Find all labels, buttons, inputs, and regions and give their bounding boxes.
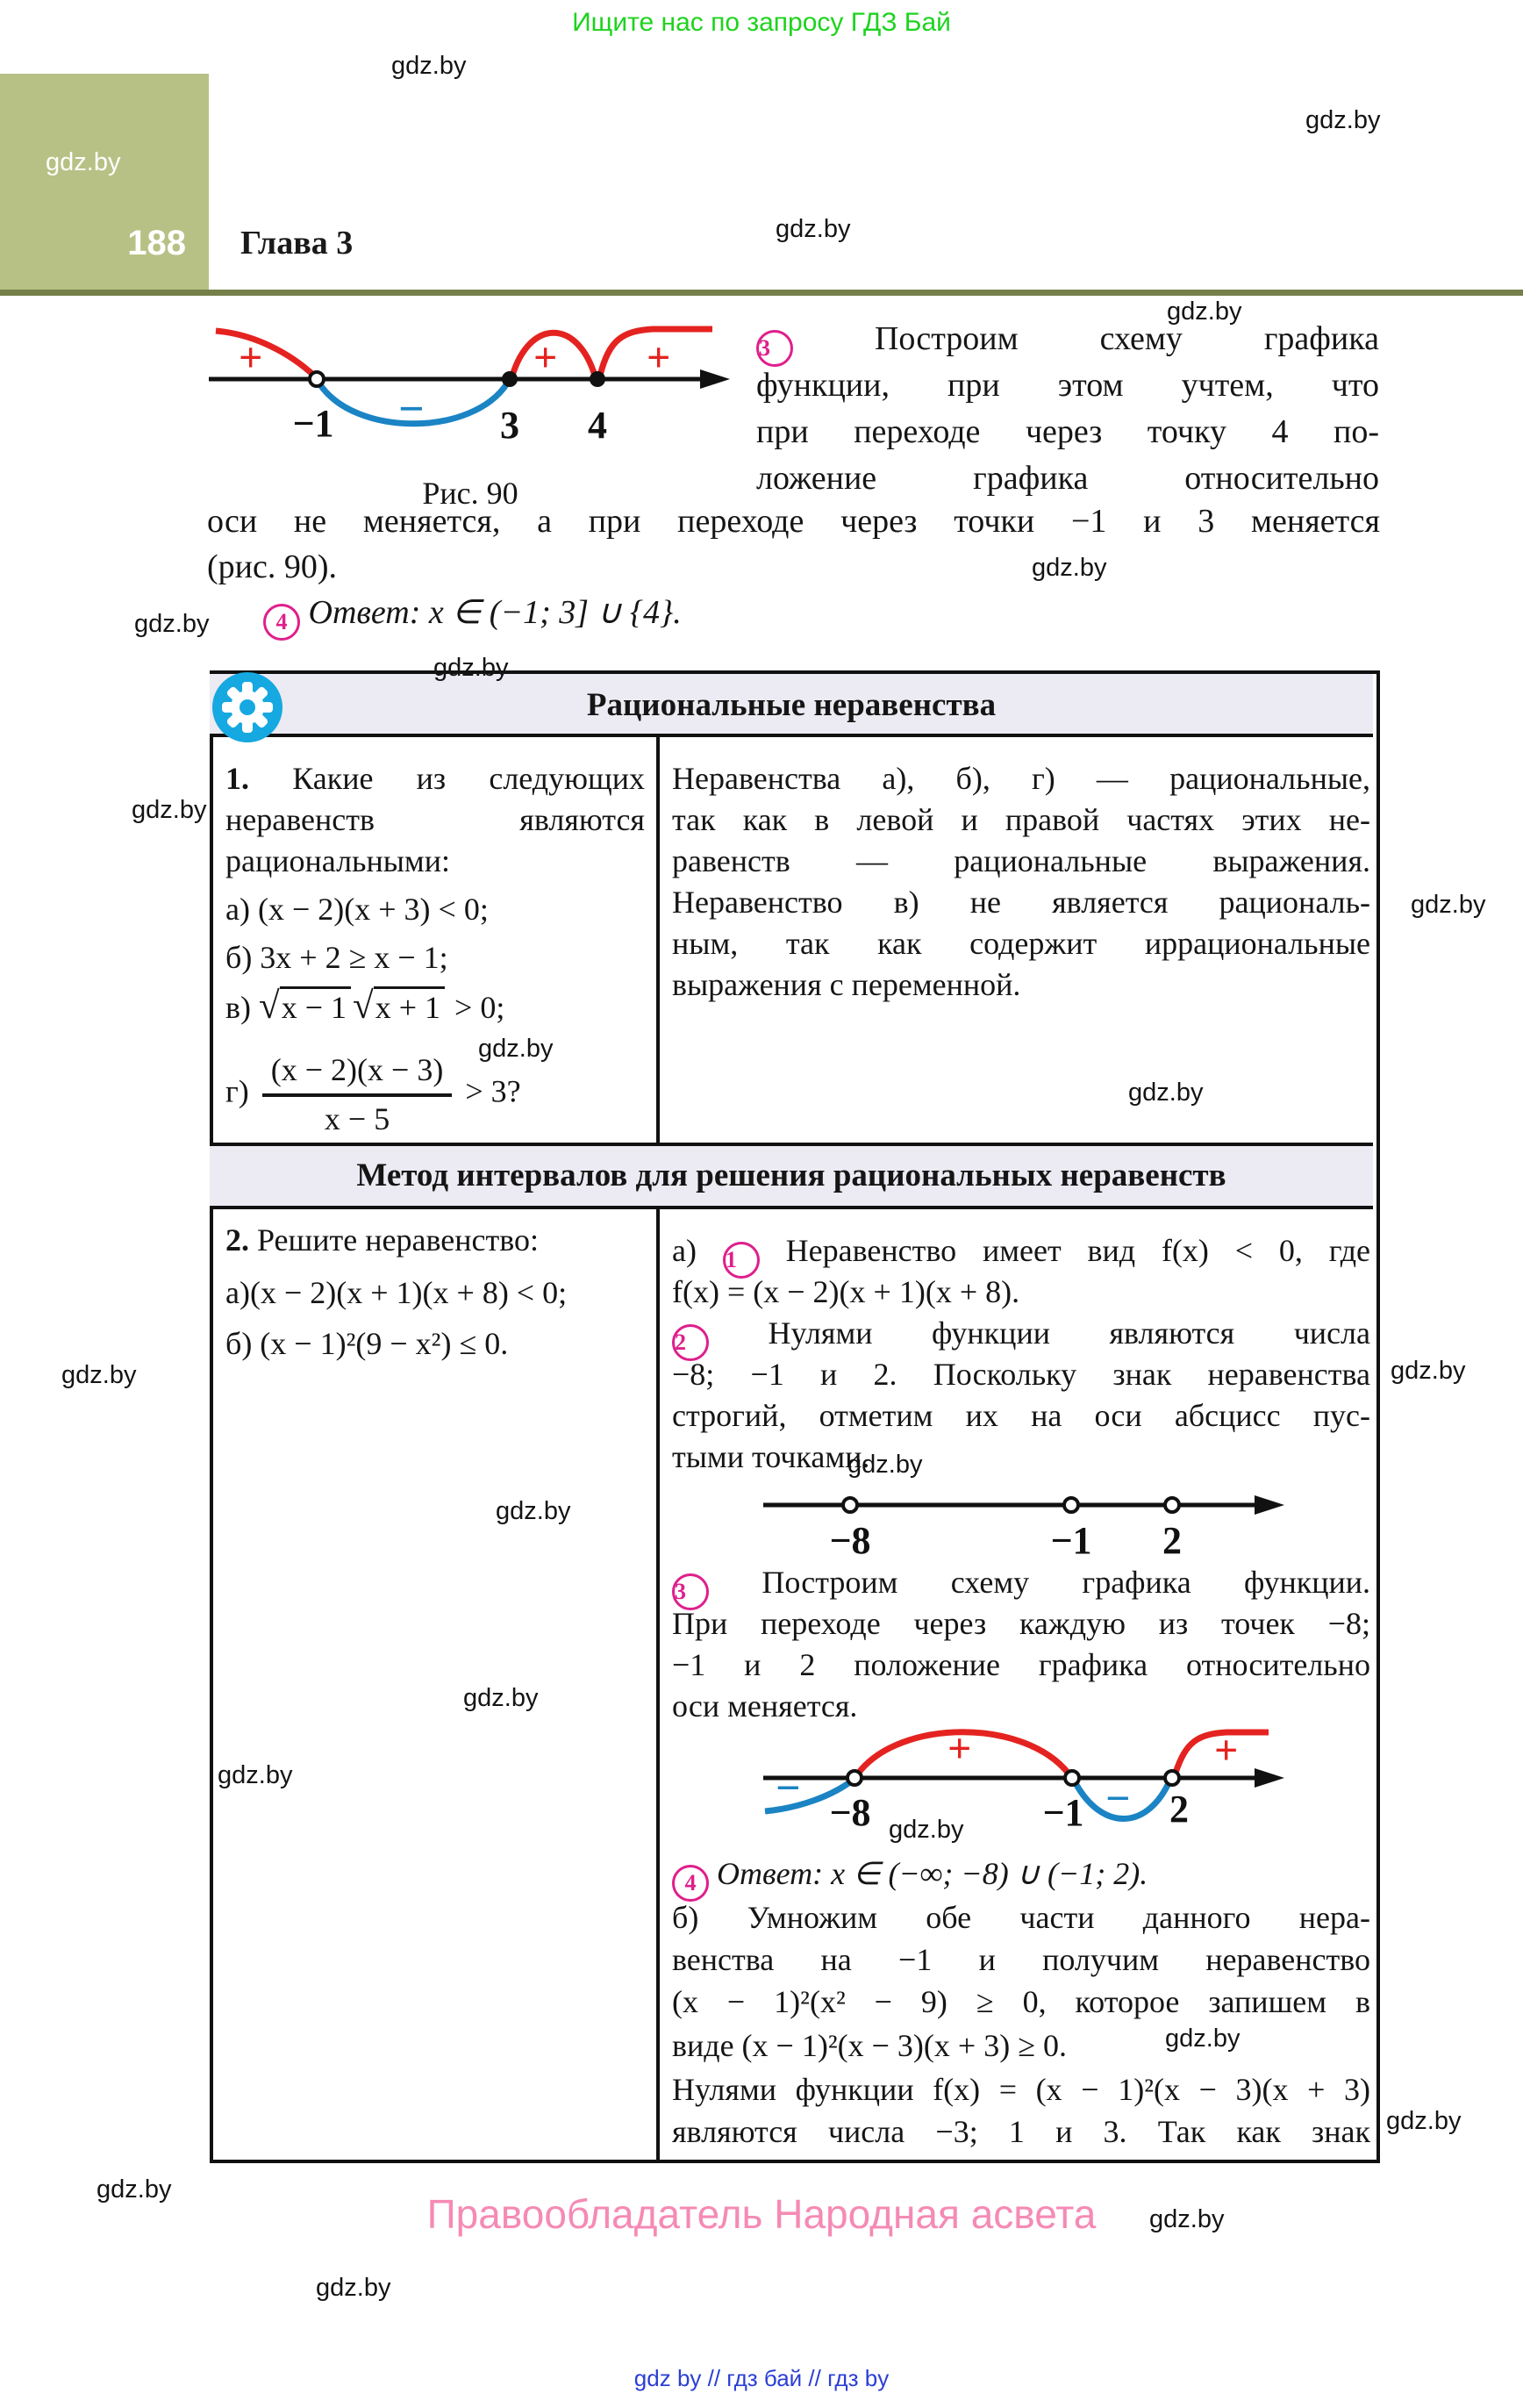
minus-sign: −: [1105, 1774, 1131, 1823]
filled-point-4: [590, 371, 605, 387]
gdz-watermark: gdz.by: [46, 148, 121, 176]
gdz-watermark: gdz.by: [496, 1497, 571, 1525]
numerator: (x − 2)(x − 3): [270, 1052, 444, 1087]
a2-partb-line: Нулями функции f(x) = (x − 1)²(x − 3)(x + 3): [672, 2072, 1370, 2107]
answer-label: Ответ:: [308, 594, 421, 631]
intro-step3-line: [756, 318, 1379, 367]
tick-label: −8: [829, 1519, 871, 1562]
gdz-watermark: gdz.by: [1128, 1079, 1204, 1107]
radical-sign: √: [353, 985, 374, 1027]
intro-step3-line: функции, при этом учтем, что: [756, 367, 1379, 404]
a2-step3-line: оси меняется.: [672, 1688, 858, 1724]
a1-line: Неравенства а), б), г) — рациональные,: [672, 761, 1370, 796]
a1-line: Неравенство в) не является рациональ-: [672, 885, 1370, 920]
open-point-m8: [847, 1771, 862, 1785]
a2-step3-line: −1 и 2 положение графика относительно: [672, 1647, 1370, 1682]
intro-step3-line: при переходе через точку 4 по-: [756, 413, 1379, 450]
footer-links[interactable]: gdz by // гдз бай // гдз by: [633, 2365, 890, 2391]
gdz-watermark: gdz.by: [1411, 891, 1486, 919]
a1-line: так как в левой и правой частях этих не-: [672, 802, 1370, 837]
q1-item-v: [225, 986, 504, 1028]
plus-sign: +: [239, 334, 263, 381]
q1-line: рациональными:: [225, 843, 450, 878]
plus-sign: +: [647, 334, 671, 381]
open-point-m1: [1065, 1771, 1079, 1785]
gdz-watermark: gdz.by: [1167, 297, 1242, 326]
intro-step3-line: ложение графика относительно: [756, 460, 1379, 497]
axis-arrow: [700, 369, 730, 389]
open-point-m8: [843, 1498, 857, 1512]
a2-answer-line: [672, 1853, 1148, 1902]
a1-line: равенств — рациональные выражения.: [672, 843, 1370, 878]
gear-icon: [211, 670, 284, 744]
column-divider: [656, 1209, 660, 2160]
a2-text: Нулями функции являются числа: [768, 1315, 1370, 1351]
table-header-2: Метод интервалов для решения рациональных неравенств: [210, 1143, 1373, 1209]
gdz-watermark: gdz.by: [1032, 554, 1107, 582]
figure-90-sign-chart: [207, 303, 733, 452]
q1-item-b: б) 3x + 2 ≥ x − 1;: [225, 940, 448, 975]
q1-text: Какие из следующих: [292, 761, 645, 796]
a2-partb-line: венства на −1 и получим неравенство: [672, 1942, 1370, 1977]
step-badge-1: 1: [723, 1242, 760, 1279]
gdz-watermark: gdz.by: [463, 1684, 539, 1712]
open-point-2: [1165, 1498, 1179, 1512]
denominator: x − 5: [262, 1093, 453, 1139]
radicand: x − 1: [280, 986, 351, 1025]
plus-sign: +: [947, 1725, 972, 1772]
gdz-watermark: gdz.by: [61, 1361, 137, 1389]
gdz-watermark: gdz.by: [776, 215, 851, 243]
tick-label: −1: [1042, 1791, 1084, 1834]
gdz-watermark: gdz.by: [889, 1816, 964, 1844]
column-divider: [656, 737, 660, 1143]
plus-sign: +: [533, 334, 558, 381]
step-badge-3: 3: [756, 330, 793, 367]
intro-fig-ref: (рис. 90).: [207, 548, 338, 585]
a2-text: Построим схему графика функции.: [762, 1565, 1371, 1600]
step-badge-3: 3: [672, 1573, 709, 1610]
filled-point-3: [502, 371, 518, 387]
part-label: а): [672, 1233, 697, 1268]
q2-line: [225, 1220, 539, 1260]
open-point-2: [1165, 1771, 1179, 1785]
page-number: 188: [127, 224, 186, 262]
step-badge-4: 4: [263, 604, 300, 641]
number-line-diagram: [762, 1481, 1288, 1562]
q1-line: неравенств являются: [225, 802, 645, 837]
gdz-watermark: gdz.by: [1305, 106, 1381, 134]
answer-value: x ∈ (−∞; −8) ∪ (−1; 2).: [831, 1856, 1148, 1891]
a2-partb-line: б) Умножим обе части данного нера-: [672, 1900, 1370, 1935]
tick-label: 2: [1162, 1519, 1182, 1562]
a2-line: f(x) = (x − 2)(x + 1)(x + 8).: [672, 1274, 1020, 1309]
step-badge-2: 2: [672, 1324, 709, 1361]
gdz-watermark: gdz.by: [1165, 2025, 1241, 2053]
tick-label: 3: [500, 404, 519, 447]
chapter-title: Глава 3: [240, 225, 354, 262]
item-label: в): [225, 990, 251, 1025]
intro-cont-line: оси не меняется, а при переходе через точки −1 и 3 меняется: [207, 503, 1380, 540]
tick-label: −1: [1050, 1519, 1092, 1562]
minus-sign: −: [398, 384, 425, 434]
q1-item-a: а) (x − 2)(x + 3) < 0;: [225, 892, 489, 927]
q2-item-a: а)(x − 2)(x + 1)(x + 8) < 0;: [225, 1275, 568, 1310]
plus-sign: +: [1214, 1727, 1239, 1774]
gdz-watermark: gdz.by: [433, 654, 509, 682]
a2-line: строгий, отметим их на оси абсцисс пус-: [672, 1398, 1370, 1433]
gdz-watermark: gdz.by: [316, 2274, 391, 2302]
table-header-1: Рациональные неравенства: [210, 670, 1373, 737]
tick-label: −8: [829, 1791, 871, 1834]
minus-sign: −: [776, 1763, 801, 1812]
gdz-watermark: gdz.by: [847, 1451, 923, 1479]
gdz-watermark: gdz.by: [1386, 2107, 1462, 2135]
intro-text: Построим схему графика: [874, 320, 1380, 357]
a1-line: ным, так как содержит иррациональные: [672, 926, 1370, 961]
top-banner: Ищите нас по запросу ГДЗ Бай: [572, 8, 951, 37]
gdz-watermark: gdz.by: [97, 2175, 172, 2204]
a1-line: выражения с переменной.: [672, 967, 1021, 1002]
fraction: [262, 1050, 453, 1139]
tick-label: 2: [1169, 1788, 1189, 1831]
radicand: x + 1: [374, 986, 445, 1025]
a2-partb-line: являются числа −3; 1 и 3. Так как знак: [672, 2114, 1370, 2149]
a2-step3-line: При переходе через каждую из точек −8;: [672, 1606, 1370, 1641]
header-divider: [0, 290, 1523, 296]
gdz-watermark: gdz.by: [132, 796, 207, 824]
a2-text: Неравенство имеет вид f(x) < 0, где: [785, 1233, 1370, 1268]
q1-line: [225, 758, 645, 799]
open-point-m1: [1064, 1498, 1078, 1512]
item-tail: > 0;: [454, 990, 505, 1025]
gdz-watermark: gdz.by: [391, 52, 467, 80]
a2-line: тыми точками.: [672, 1439, 870, 1474]
item-tail: > 3?: [465, 1073, 521, 1109]
gdz-watermark: gdz.by: [478, 1035, 554, 1063]
answer-value: x ∈ (−1; 3] ∪ {4}.: [428, 594, 682, 631]
a2-partb-line: виде (x − 1)²(x − 3)(x + 3) ≥ 0.: [672, 2028, 1067, 2063]
red-curve-left: [216, 331, 314, 376]
tick-label: −1: [292, 402, 334, 445]
q1-number: 1.: [225, 761, 249, 796]
gdz-watermark: gdz.by: [1149, 2205, 1225, 2233]
gdz-watermark: gdz.by: [134, 610, 210, 638]
figure-caption: Рис. 90: [422, 476, 518, 511]
a2-partb-line: (x − 1)²(x² − 9) ≥ 0, которое запишем в: [672, 1984, 1370, 2019]
tick-label: 4: [588, 404, 607, 447]
copyright-notice: Правообладатель Народная асвета: [426, 2191, 1097, 2237]
a2-line: −8; −1 и 2. Поскольку знак неравенства: [672, 1357, 1370, 1392]
q2-number: 2.: [225, 1222, 249, 1258]
q1-item-g: [225, 1050, 521, 1139]
open-point-m1: [310, 372, 324, 386]
radical-sign: √: [259, 985, 280, 1027]
step-badge-4: 4: [672, 1865, 709, 1902]
gdz-watermark: gdz.by: [1391, 1357, 1466, 1385]
q2-item-b: б) (x − 1)²(9 − x²) ≤ 0.: [225, 1326, 509, 1361]
gdz-watermark: gdz.by: [218, 1761, 293, 1789]
q2-text: Решите неравенство:: [257, 1222, 539, 1258]
intro-answer-line: [263, 591, 682, 641]
answer-label: Ответ:: [717, 1856, 824, 1891]
item-label: г): [225, 1073, 249, 1109]
